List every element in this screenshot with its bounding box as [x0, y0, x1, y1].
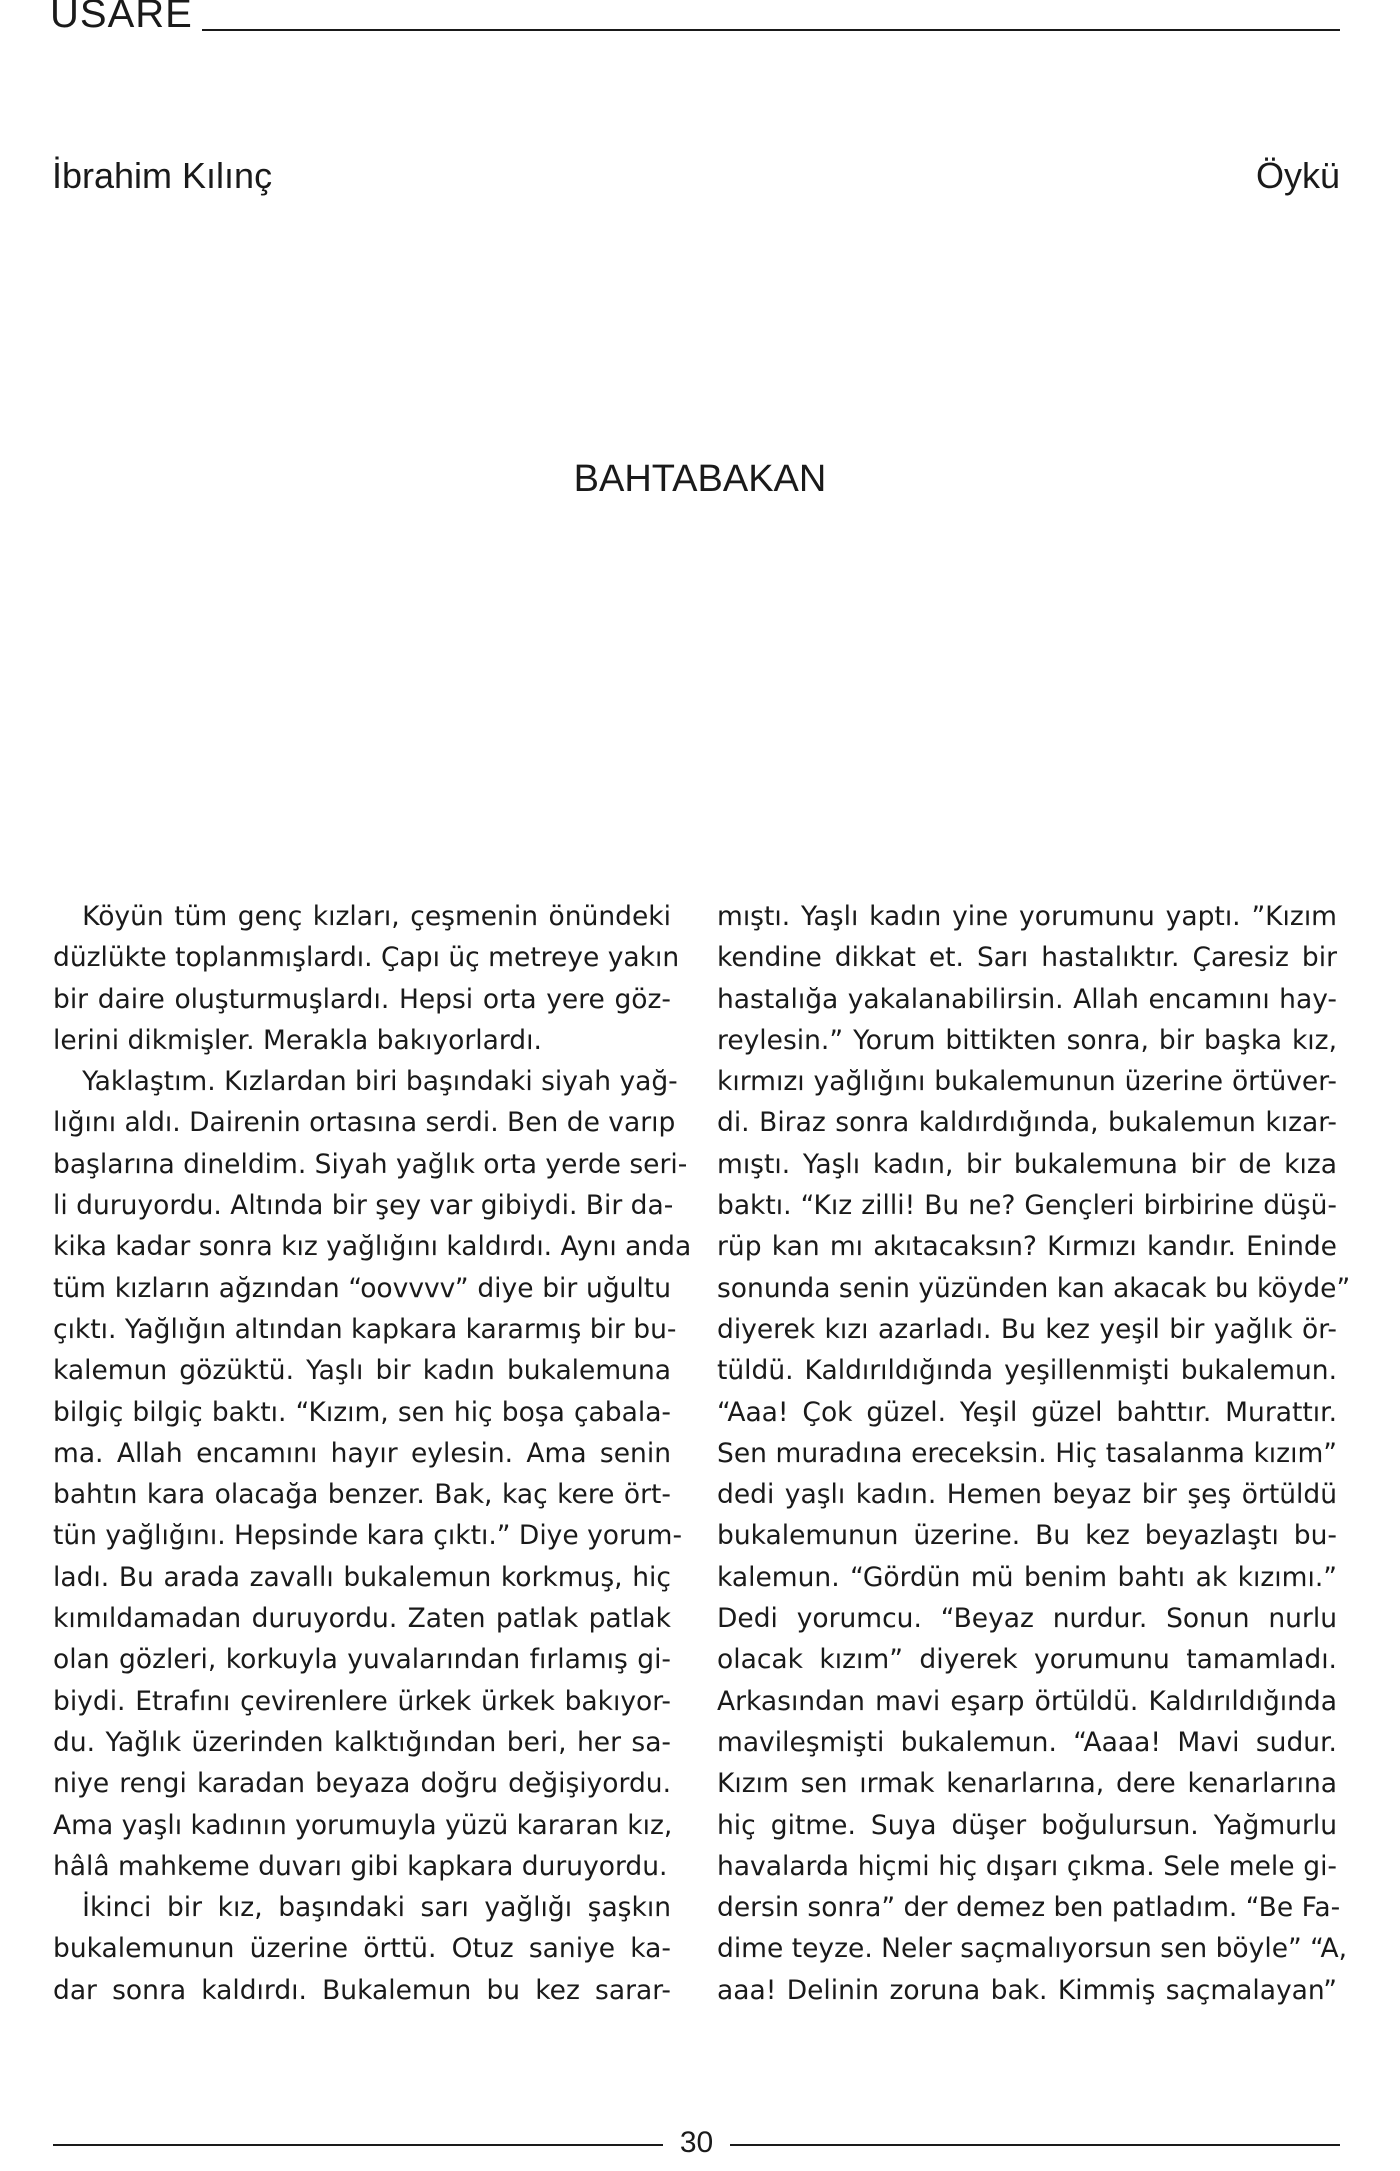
- text-line: baktı. “Kız zilli! Bu ne? Gençleri birbirine düşü-: [717, 1190, 1337, 1222]
- text-line: bir daire oluşturmuşlardı. Hepsi orta yere göz-: [53, 983, 671, 1015]
- text-line: düzlükte toplanmışlardı. Çapı üç metreye yakın: [53, 942, 680, 974]
- magazine-masthead: [50, 0, 1340, 36]
- text-line: niye rengi karadan beyaza doğru değişiyordu.: [53, 1768, 671, 1800]
- text-line: aaa! Delinin zoruna bak. Kimmiş saçmalayan”: [717, 1974, 1337, 2006]
- text-line: lerini dikmişler. Merakla bakıyorlardı.: [53, 1024, 542, 1056]
- text-line: tüldü. Kaldırıldığında yeşillenmişti bukalemun.: [717, 1355, 1337, 1387]
- genre-label: Öykü: [1255, 155, 1340, 196]
- paragraph: [53, 1887, 671, 2011]
- text-line: reylesin.” Yorum bittikten sonra, bir başka kız,: [717, 1024, 1337, 1056]
- text-line: kika kadar sonra kız yağlığını kaldırdı. Aynı anda: [53, 1231, 692, 1263]
- text-line: li duruyordu. Altında bir şey var gibiydi. Bir da-: [53, 1190, 674, 1222]
- text-line: “Aaa! Çok güzel. Yeşil güzel bahttır. Murattır.: [717, 1396, 1337, 1428]
- text-line: bilgiç bilgiç baktı. “Kızım, sen hiç boşa çabala-: [53, 1396, 671, 1428]
- text-line: hâlâ mahkeme duvarı gibi kapkara duruyordu.: [53, 1850, 668, 1882]
- text-line: lığını aldı. Dairenin ortasına serdi. Ben de varıp: [53, 1107, 676, 1139]
- text-line: başlarına dineldim. Siyah yağlık orta yerde seri-: [53, 1148, 688, 1180]
- text-line: İkinci bir kız, başındaki sarı yağlığı şaşkın: [82, 1892, 671, 1924]
- masthead-rule: [202, 29, 1340, 31]
- text-column-left: [53, 896, 692, 2011]
- text-line: hiç gitme. Suya düşer boğulursun. Yağmurlu: [717, 1809, 1337, 1841]
- text-line: olan gözleri, korkuyla yuvalarından fırlamış gi-: [53, 1644, 671, 1676]
- text-line: kalemun. “Gördün mü benim bahtı ak kızımı.”: [717, 1561, 1337, 1593]
- text-line: Ama yaşlı kadının yorumuyla yüzü kararan kız,: [53, 1809, 673, 1841]
- text-line: mavileşmişti bukalemun. “Aaaa! Mavi sudur.: [717, 1726, 1337, 1758]
- text-line: bukalemunun üzerine. Bu kez beyazlaştı bu-: [717, 1520, 1337, 1552]
- text-line: Dedi yorumcu. “Beyaz nurdur. Sonun nurlu: [717, 1603, 1337, 1635]
- page-number: 30: [679, 2126, 714, 2159]
- magazine-logo: USARE: [50, 0, 193, 36]
- text-line: mıştı. Yaşlı kadın, bir bukalemuna bir de kıza: [717, 1148, 1337, 1180]
- author-name: İbrahim Kılınç: [52, 155, 273, 196]
- text-line: Kızım sen ırmak kenarlarına, dere kenarlarına: [717, 1768, 1337, 1800]
- paragraph: [53, 1061, 692, 1887]
- text-line: havalarda hiçmi hiç dışarı çıkma. Sele mele gi-: [717, 1850, 1337, 1882]
- text-line: olacak kızım” diyerek yorumunu tamamladı.: [717, 1644, 1337, 1676]
- text-line: dime teyze. Neler saçmalıyorsun sen böyle” “A,: [717, 1933, 1348, 1965]
- paragraph: [717, 896, 1351, 2011]
- text-line: kalemun gözüktü. Yaşlı bir kadın bukalemuna: [53, 1355, 671, 1387]
- text-line: kırmızı yağlığını bukalemunun üzerine örtüver-: [717, 1066, 1337, 1098]
- text-line: ladı. Bu arada zavallı bukalemun korkmuş, hiç: [53, 1561, 671, 1593]
- text-line: biydi. Etrafını çevirenlere ürkek ürkek bakıyor-: [53, 1685, 671, 1717]
- text-line: bukalemunun üzerine örttü. Otuz saniye ka-: [53, 1933, 671, 1965]
- text-line: Yaklaştım. Kızlardan biri başındaki siyah yağ-: [82, 1066, 678, 1098]
- text-line: Sen muradına ereceksin. Hiç tasalanma kızım”: [717, 1437, 1337, 1469]
- text-line: Köyün tüm genç kızları, çeşmenin önündeki: [82, 901, 671, 932]
- text-line: ma. Allah encamını hayır eylesin. Ama senin: [53, 1437, 671, 1469]
- text-line: hastalığa yakalanabilirsin. Allah encamını hay-: [717, 983, 1337, 1015]
- text-line: kımıldamadan duruyordu. Zaten patlak patlak: [53, 1603, 671, 1635]
- text-line: diyerek kızı azarladı. Bu kez yeşil bir yağlık ör-: [717, 1313, 1337, 1345]
- text-line: rüp kan mı akıtacaksın? Kırmızı kandır. Eninde: [717, 1231, 1337, 1263]
- story-title: BAHTABAKAN: [573, 458, 827, 500]
- text-column-right: [717, 896, 1351, 2011]
- text-line: kendine dikkat et. Sarı hastalıktır. Çaresiz bir: [717, 942, 1337, 974]
- text-line: dar sonra kaldırdı. Bukalemun bu kez sarar-: [53, 1974, 671, 2006]
- text-line: çıktı. Yağlığın altından kapkara kararmış bir bu-: [53, 1313, 677, 1345]
- text-line: bahtın kara olacağa benzer. Bak, kaç kere ört-: [53, 1479, 671, 1511]
- page-footer: [53, 2126, 1340, 2166]
- text-line: di. Biraz sonra kaldırdığında, bukalemun kızar-: [717, 1107, 1337, 1139]
- text-line: sonunda senin yüzünden kan akacak bu köyde”: [717, 1272, 1351, 1304]
- text-line: tün yağlığını. Hepsinde kara çıktı.” Diye yorum-: [53, 1520, 683, 1552]
- text-line: tüm kızların ağzından “oovvvv” diye bir uğultu: [53, 1272, 671, 1304]
- text-line: du. Yağlık üzerinden kalktığından beri, her sa-: [53, 1726, 671, 1758]
- text-line: mıştı. Yaşlı kadın yine yorumunu yaptı. ”Kızım: [717, 901, 1337, 932]
- text-line: dedi yaşlı kadın. Hemen beyaz bir şeş örtüldü: [717, 1479, 1337, 1511]
- paragraph: [53, 896, 680, 1061]
- text-line: dersin sonra” der demez ben patladım. “Be Fa-: [717, 1892, 1341, 1924]
- text-line: Arkasından mavi eşarp örtüldü. Kaldırıldığında: [717, 1685, 1337, 1717]
- footer-rule-right: [730, 2144, 1340, 2146]
